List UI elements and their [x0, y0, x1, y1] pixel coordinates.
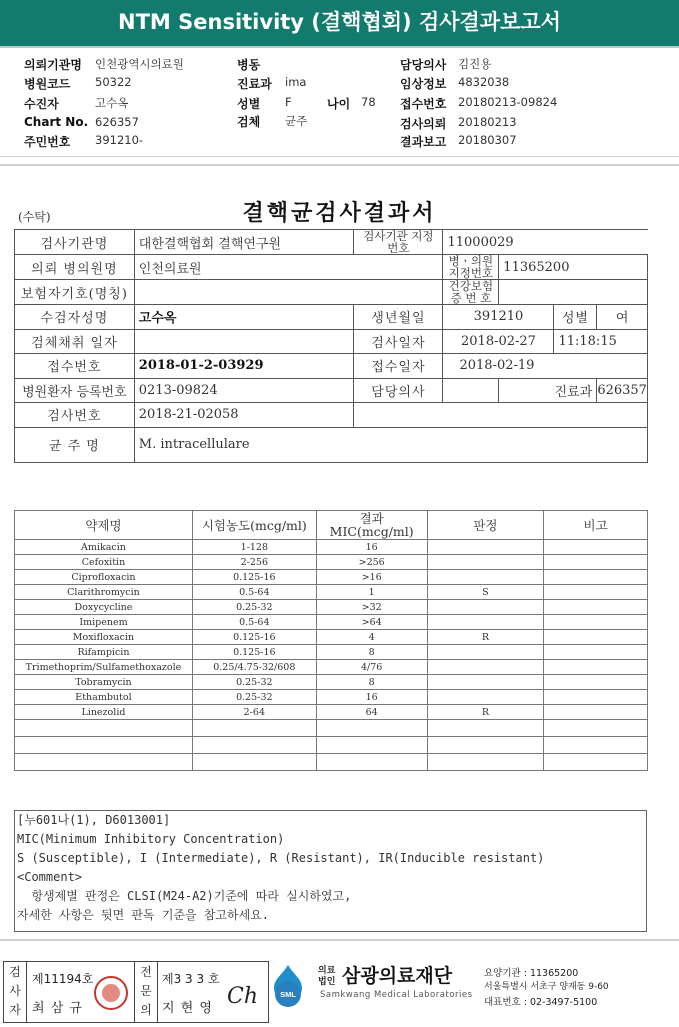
reg-value: 0213-09824 — [134, 378, 354, 403]
clinical-info-value: 4832038 — [458, 75, 510, 89]
comment-line: <Comment> — [17, 870, 83, 884]
table-row — [15, 585, 648, 600]
institution-label: 의뢰기관명 — [24, 58, 82, 72]
report-title: 결핵균검사결과서 — [242, 200, 437, 226]
drug-name-cell: Cefoxitin — [15, 555, 193, 570]
concentration-cell — [192, 737, 316, 754]
remarks-cell — [544, 585, 648, 600]
concentration-cell: 0.5-64 — [192, 615, 316, 630]
remarks-cell — [544, 737, 648, 754]
reg-label: 병원환자 등록번호 — [15, 378, 135, 403]
drug-name-cell: Tobramycin — [15, 675, 193, 690]
drug-table-body — [15, 540, 648, 771]
remarks-cell — [544, 754, 648, 771]
comment-line: [누601나(1), D6013001] — [17, 813, 171, 827]
patient-label: 수진자 — [24, 97, 59, 111]
drug-name-cell: Ethambutol — [15, 690, 193, 705]
remarks-cell — [544, 570, 648, 585]
report-date-value: 20180307 — [458, 133, 517, 147]
receipt-no-label: 접수번호 — [400, 97, 447, 111]
test-time-value: 11:18:15 — [554, 329, 648, 354]
drug-header: 약제명 — [15, 511, 193, 540]
inst-value: 대한결핵협회 결핵연구원 — [134, 230, 354, 255]
mic-header: 결과 MIC(mcg/ml) — [316, 511, 427, 540]
dept-label: 진료과 — [499, 378, 597, 403]
resident-no-value: 391210- — [95, 133, 144, 147]
drug-name-cell — [15, 720, 193, 737]
table-row — [15, 570, 648, 585]
health-no-label: 건강보험 증 번 호 — [443, 280, 499, 305]
chart-no-value: 626357 — [95, 115, 139, 129]
inst-label: 검사기관명 — [15, 230, 135, 255]
remarks-cell — [544, 660, 648, 675]
divider — [0, 164, 679, 166]
test-date-label: 검사일자 — [354, 329, 443, 354]
concentration-cell: 0.5-64 — [192, 585, 316, 600]
ward-label: 병동 — [237, 58, 261, 72]
request-date-label: 검사의뢰 — [400, 117, 447, 131]
remarks-cell — [544, 555, 648, 570]
drug-name-cell: Moxifloxacin — [15, 630, 193, 645]
org-address: 서울특별시 서초구 양재동 9-60 — [484, 982, 609, 992]
examiner-license: 제11194호 — [32, 972, 94, 986]
institution-value: 인천광역시의료원 — [95, 57, 184, 71]
report-header-title: NTM Sensitivity (결핵협회) 검사결과보고서 — [0, 0, 679, 48]
mic-result-cell: >256 — [316, 555, 427, 570]
drug-name-cell: Rifampicin — [15, 645, 193, 660]
table-row — [15, 690, 648, 705]
sex-label-r: 성별 — [554, 305, 597, 330]
receipt-label: 접수번호 — [15, 354, 135, 379]
drug-name-cell: Doxycycline — [15, 600, 193, 615]
mic-result-cell: 4 — [316, 630, 427, 645]
concentration-cell: 0.125-16 — [192, 630, 316, 645]
collect-value — [134, 329, 354, 354]
remarks-cell — [544, 540, 648, 555]
concentration-cell — [192, 754, 316, 771]
dept-value: 626357 — [597, 378, 648, 403]
divider — [0, 156, 679, 157]
test-no-value: 2018-21-02058 — [134, 403, 354, 428]
interpretation-cell — [427, 737, 544, 754]
interpretation-cell — [427, 615, 544, 630]
table-row — [15, 705, 648, 720]
drug-name-cell: Imipenem — [15, 615, 193, 630]
request-date-value: 20180213 — [458, 115, 517, 129]
table-row — [15, 630, 648, 645]
specialist-license: 제3 3 3 호 — [162, 972, 220, 986]
receipt-date-value: 2018-02-19 — [443, 354, 648, 379]
table-row — [15, 540, 648, 555]
drug-name-cell: Amikacin — [15, 540, 193, 555]
examiner-title: 검 사 자 — [4, 962, 27, 1023]
concentration-header: 시험농도(mcg/ml) — [192, 511, 316, 540]
age-label: 나이 — [327, 97, 351, 111]
interpretation-cell — [427, 754, 544, 771]
concentration-cell: 0.125-16 — [192, 645, 316, 660]
mic-result-cell: 8 — [316, 675, 427, 690]
concentration-cell: 0.125-16 — [192, 570, 316, 585]
clinical-info-label: 임상정보 — [400, 77, 447, 91]
resident-no-label: 주민번호 — [24, 135, 71, 149]
concentration-cell: 0.25-32 — [192, 690, 316, 705]
concentration-cell: 0.25-32 — [192, 675, 316, 690]
hosp-code-label: 병ㆍ의원 지정번호 — [443, 255, 499, 280]
drug-name-cell — [15, 754, 193, 771]
concentration-cell: 0.25/4.75-32/608 — [192, 660, 316, 675]
remarks-cell — [544, 645, 648, 660]
inst-code-label: 검사기관 지정번호 — [354, 230, 443, 255]
interpretation-header: 판정 — [427, 511, 544, 540]
mic-result-cell: 16 — [316, 690, 427, 705]
receipt-value: 2018-01-2-03929 — [134, 354, 354, 379]
mic-result-cell: 1 — [316, 585, 427, 600]
sex-value-r: 여 — [597, 305, 648, 330]
interpretation-cell — [427, 540, 544, 555]
hosp-label: 의뢰 병의원명 — [15, 255, 135, 280]
org-english-name: Samkwang Medical Laboratories — [320, 990, 473, 1000]
collect-label: 검체채취 일자 — [15, 329, 135, 354]
seal-stamp — [94, 976, 128, 1010]
mic-result-cell: >16 — [316, 570, 427, 585]
signature-box — [3, 961, 269, 1023]
drug-table — [14, 510, 648, 771]
specimen-value: 균주 — [285, 114, 308, 128]
footer — [0, 948, 679, 1027]
remarks-header: 비고 — [544, 511, 648, 540]
interpretation-cell — [427, 555, 544, 570]
hosp-code-value: 11365200 — [499, 255, 648, 280]
mic-result-cell: 64 — [316, 705, 427, 720]
health-no-value — [499, 280, 648, 305]
hospital-code-label: 병원코드 — [24, 77, 71, 91]
patient-name-value: 고수옥 — [134, 305, 354, 330]
scanned-report — [0, 192, 679, 932]
organism-label: 균 주 명 — [15, 427, 135, 462]
specialist-name: 지 현 영 — [162, 1001, 213, 1016]
mic-result-cell: >32 — [316, 600, 427, 615]
table-row — [15, 720, 648, 737]
mic-result-cell: >64 — [316, 615, 427, 630]
age-value: 78 — [361, 95, 376, 109]
drug-name-cell: Ciprofloxacin — [15, 570, 193, 585]
physician-label: 담당의사 — [400, 58, 447, 72]
org-phone: 대표번호 : 02-3497-5100 — [484, 997, 598, 1008]
patient-value: 고수옥 — [95, 96, 129, 110]
concentration-cell — [192, 720, 316, 737]
mic-result-cell: 8 — [316, 645, 427, 660]
insured-label: 보험자기호(명칭) — [15, 280, 135, 305]
remarks-cell — [544, 690, 648, 705]
specialist-title: 전 문 의 — [134, 962, 158, 1023]
table-row — [15, 600, 648, 615]
table-row — [15, 555, 648, 570]
logo-badge-text: SML — [280, 990, 296, 999]
interpretation-cell — [427, 720, 544, 737]
chart-no-label: Chart No. — [24, 115, 89, 129]
hosp-value: 인천의료원 — [134, 255, 443, 280]
inst-code-value: 11000029 — [443, 230, 648, 255]
table-row — [15, 645, 648, 660]
comment-line: S (Susceptible), I (Intermediate), R (Resistant), IR(Inducible resistant) — [17, 851, 545, 865]
department-label: 진료과 — [237, 77, 272, 91]
drug-name-cell: Trimethoprim/Sulfamethoxazole — [15, 660, 193, 675]
remarks-cell — [544, 615, 648, 630]
remarks-cell — [544, 630, 648, 645]
handwritten-signature: Ch — [227, 984, 259, 1009]
outsourced-mark: (수탁) — [18, 210, 51, 224]
mic-result-cell: 4/76 — [316, 660, 427, 675]
org-name: 삼광의료재단 — [342, 965, 453, 987]
concentration-cell: 2-256 — [192, 555, 316, 570]
table-row — [15, 754, 648, 771]
concentration-cell: 2-64 — [192, 705, 316, 720]
interpretation-cell: R — [427, 630, 544, 645]
remarks-cell — [544, 720, 648, 737]
interpretation-cell — [427, 660, 544, 675]
dob-value: 391210 — [443, 305, 554, 330]
mic-result-cell: 16 — [316, 540, 427, 555]
receipt-no-value: 20180213-09824 — [458, 95, 558, 109]
physician-value: 김진용 — [458, 57, 492, 71]
department-value: ima — [285, 75, 307, 89]
interpretation-cell — [427, 645, 544, 660]
test-date-value: 2018-02-27 — [443, 329, 554, 354]
divider — [0, 939, 679, 941]
concentration-cell: 1-128 — [192, 540, 316, 555]
interpretation-cell — [427, 600, 544, 615]
table-row — [15, 660, 648, 675]
test-no-label: 검사번호 — [15, 403, 135, 428]
remarks-cell — [544, 600, 648, 615]
comment-line: 항생제별 판정은 CLSI(M24-A2)기준에 따라 실시하였고, — [17, 889, 352, 903]
patient-info-block — [0, 50, 679, 156]
interpretation-cell — [427, 675, 544, 690]
mic-result-cell — [316, 720, 427, 737]
interpretation-cell — [427, 690, 544, 705]
sex-label: 성별 — [237, 97, 261, 111]
insured-value — [134, 280, 443, 305]
mic-result-cell — [316, 754, 427, 771]
comment-line: MIC(Minimum Inhibitory Concentration) — [17, 832, 285, 846]
table-row — [15, 615, 648, 630]
drug-name-cell: Linezolid — [15, 705, 193, 720]
receipt-date-label: 접수일자 — [354, 354, 443, 379]
logo-icon — [272, 961, 318, 1011]
drug-name-cell: Clarithromycin — [15, 585, 193, 600]
doctor-label: 담당의사 — [354, 378, 443, 403]
org-type: 의료 법인 — [318, 966, 336, 987]
sex-value: F — [285, 95, 292, 109]
hospital-code-value: 50322 — [95, 75, 132, 89]
concentration-cell: 0.25-32 — [192, 600, 316, 615]
table-row — [15, 737, 648, 754]
dob-label: 생년월일 — [354, 305, 443, 330]
comment-line: 자세한 사항은 뒷면 판독 기준을 참고하세요. — [17, 908, 270, 922]
mic-result-cell — [316, 737, 427, 754]
interpretation-cell: R — [427, 705, 544, 720]
comment-box — [14, 810, 647, 932]
drug-name-cell — [15, 737, 193, 754]
report-date-label: 결과보고 — [400, 135, 447, 149]
interpretation-cell: S — [427, 585, 544, 600]
patient-table — [14, 229, 648, 463]
examiner-name: 최 삼 규 — [32, 1001, 83, 1016]
specimen-label: 검체 — [237, 115, 261, 129]
organism-value: M. intracellulare — [134, 427, 647, 462]
table-row — [15, 675, 648, 690]
patient-name-label: 수검자성명 — [15, 305, 135, 330]
remarks-cell — [544, 675, 648, 690]
doctor-value — [443, 378, 499, 403]
remarks-cell — [544, 705, 648, 720]
interpretation-cell — [427, 570, 544, 585]
org-code: 요양기관 : 11365200 — [484, 968, 579, 979]
